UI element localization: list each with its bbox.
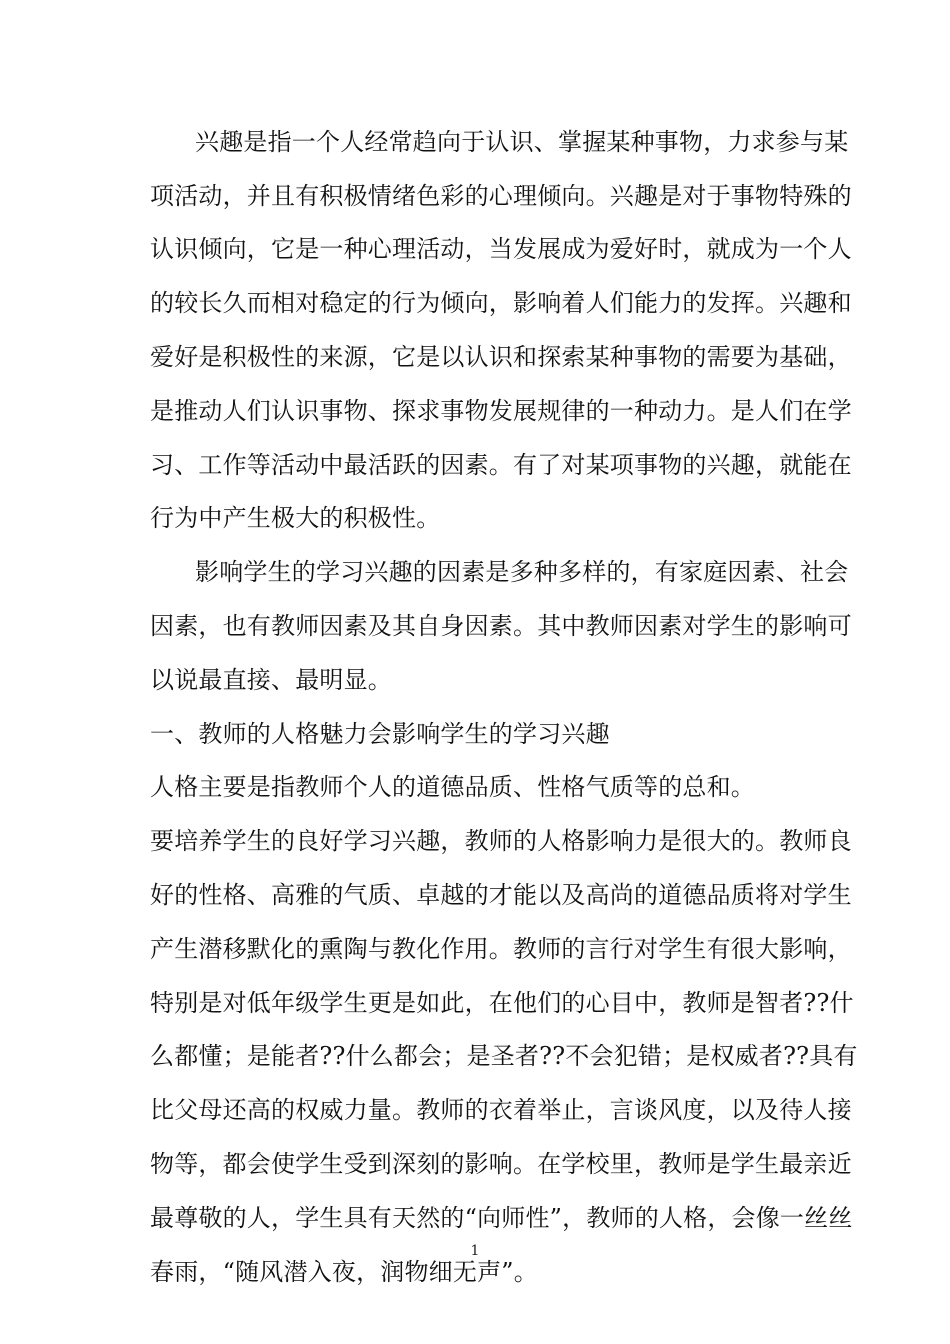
page-number: 1 <box>470 1243 480 1259</box>
paragraph-1-line-8: 行为中产生极大的积极性。 <box>150 504 441 532</box>
paragraph-2-line-3: 以说最直接、最明显。 <box>150 666 392 694</box>
paragraph-4-line-2: 好的性格、高雅的气质、卓越的才能以及高尚的道德品质将对学生 <box>150 881 852 909</box>
paragraph-1-line-6: 是推动人们认识事物、探求事物发展规律的一种动力。是人们在学 <box>150 397 852 425</box>
paragraph-4-line-9: 春雨，“随风潜入夜，润物细无声”。 <box>150 1258 538 1286</box>
paragraph-1-line-1: 兴趣是指一个人经常趋向于认识、掌握某种事物，力求参与某 <box>195 128 849 156</box>
paragraph-4-line-6: 比父母还高的权威力量。教师的衣着举止，言谈风度，以及待人接 <box>150 1096 852 1124</box>
paragraph-1-line-7: 习、工作等活动中最活跃的因素。有了对某项事物的兴趣，就能在 <box>150 451 852 479</box>
paragraph-1-line-2: 项活动，并且有积极情绪色彩的心理倾向。兴趣是对于事物特殊的 <box>150 182 852 210</box>
paragraph-4-line-8: 最尊敬的人，学生具有天然的“向师性”，教师的人格，会像一丝丝 <box>150 1204 853 1232</box>
paragraph-3-line-1: 人格主要是指教师个人的道德品质、性格气质等的总和。 <box>150 773 755 801</box>
paragraph-2-line-2: 因素，也有教师因素及其自身因素。其中教师因素对学生的影响可 <box>150 612 852 640</box>
paragraph-1-line-3: 认识倾向，它是一种心理活动，当发展成为爱好时，就成为一个人 <box>150 235 852 263</box>
paragraph-2-line-1: 影响学生的学习兴趣的因素是多种多样的，有家庭因素、社会 <box>195 558 849 586</box>
paragraph-1-line-5: 爱好是积极性的来源，它是以认识和探索某种事物的需要为基础， <box>150 343 852 371</box>
paragraph-4-line-3: 产生潜移默化的熏陶与教化作用。教师的言行对学生有很大影响， <box>150 935 852 963</box>
section-heading: 一、教师的人格魅力会影响学生的学习兴趣 <box>150 720 610 748</box>
paragraph-1-line-4: 的较长久而相对稳定的行为倾向，影响着人们能力的发挥。兴趣和 <box>150 289 852 317</box>
paragraph-4-line-5: 么都懂；是能者??什么都会；是圣者??不会犯错；是权威者??具有 <box>150 1042 858 1070</box>
paragraph-4-line-7: 物等，都会使学生受到深刻的影响。在学校里，教师是学生最亲近 <box>150 1150 852 1178</box>
paragraph-4-line-1: 要培养学生的良好学习兴趣，教师的人格影响力是很大的。教师良 <box>150 827 852 855</box>
paragraph-4-line-4: 特别是对低年级学生更是如此，在他们的心目中，教师是智者??什 <box>150 989 854 1017</box>
